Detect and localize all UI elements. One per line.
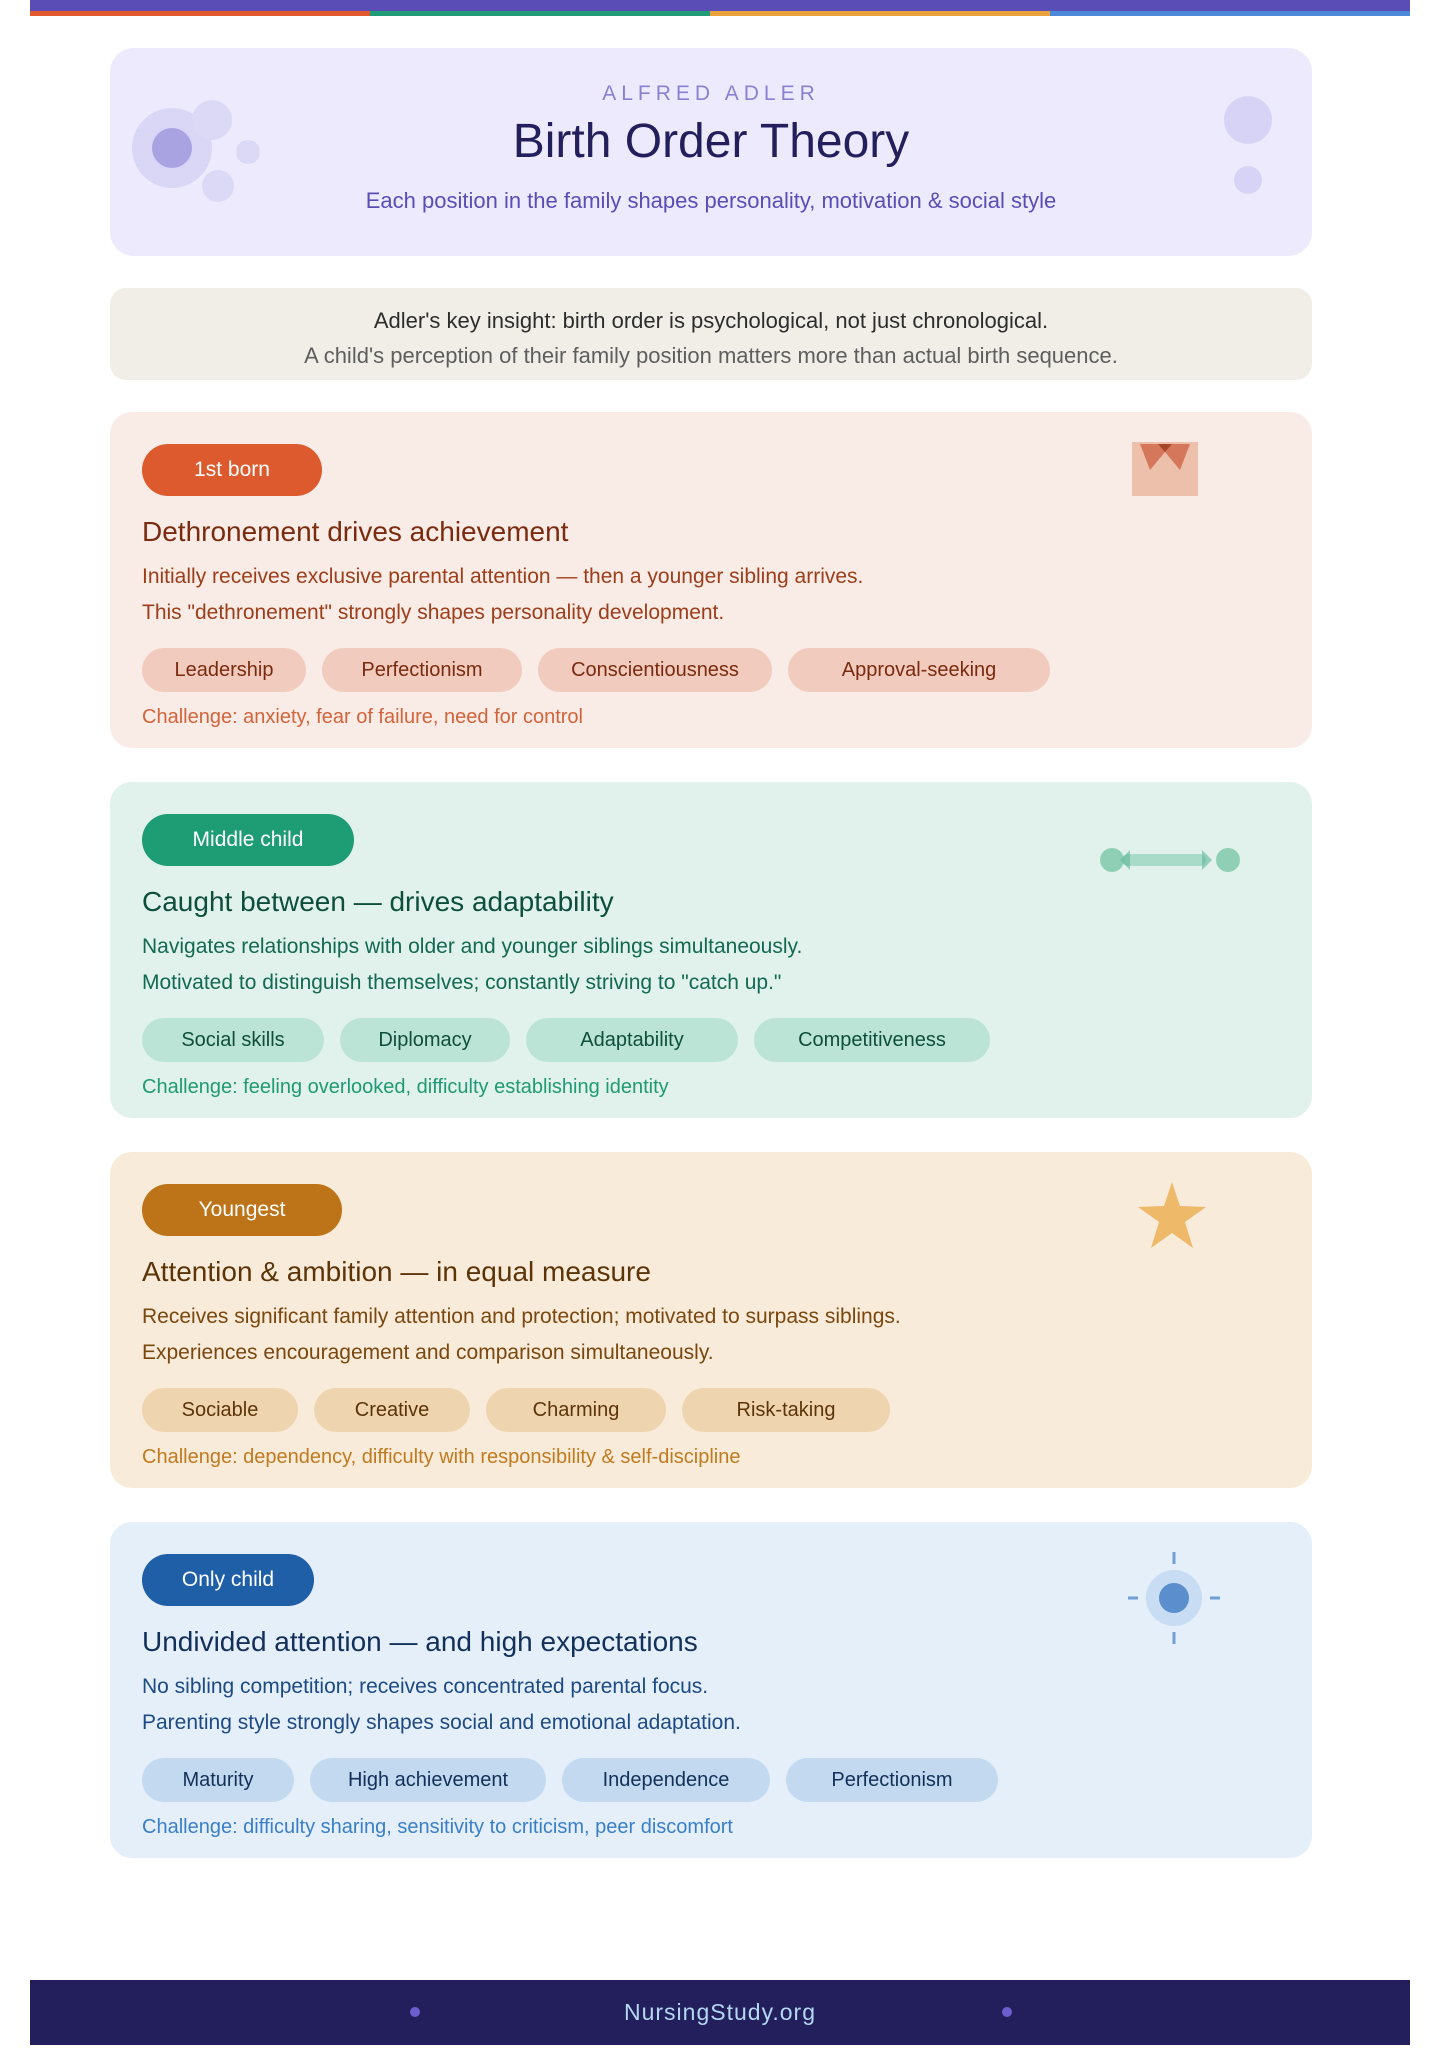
trait-tags	[142, 1388, 890, 1432]
sun-dot-icon	[1126, 1550, 1222, 1646]
page-title: Birth Order Theory	[512, 115, 910, 168]
insight-line-2: A child's perception of their family position matters more than actual birth sequence.	[304, 343, 1118, 368]
card-description-1: No sibling competition; receives concentrated parental focus.	[142, 1675, 709, 1698]
card-description-2: This "dethronement" strongly shapes personality development.	[142, 601, 725, 624]
trait-tag: Diplomacy	[340, 1018, 510, 1062]
trait-tag: Conscientiousness	[538, 648, 772, 692]
insight-line-1: Adler's key insight: birth order is psychological, not just chronological.	[373, 308, 1049, 333]
trait-tags	[142, 1018, 990, 1062]
trait-tag: Charming	[486, 1388, 666, 1432]
card-youngest	[110, 1152, 1312, 1488]
footer-dot-icon	[1002, 2007, 1012, 2017]
trait-tag: Adaptability	[526, 1018, 738, 1062]
card-heading: Dethronement drives achievement	[142, 516, 569, 547]
card-description-1: Navigates relationships with older and younger siblings simultaneously.	[142, 935, 803, 958]
trait-tags	[142, 648, 1050, 692]
card-description-1: Receives significant family attention and protection; motivated to surpass siblings.	[142, 1305, 901, 1328]
card-heading: Caught between — drives adaptability	[142, 886, 614, 917]
trait-tag: Approval-seeking	[788, 648, 1050, 692]
trait-tag: Sociable	[142, 1388, 298, 1432]
challenge-note: Challenge: difficulty sharing, sensitivity to criticism, peer discomfort	[142, 1816, 733, 1838]
trait-tag: High achievement	[310, 1758, 546, 1802]
card-description-2: Experiences encouragement and comparison simultaneously.	[142, 1341, 714, 1364]
position-badge: Only child	[142, 1554, 314, 1606]
challenge-note: Challenge: feeling overlooked, difficulty establishing identity	[142, 1076, 669, 1098]
trait-tag: Leadership	[142, 648, 306, 692]
footer-brand: NursingStudy.org	[624, 1999, 816, 2025]
bridge-arrows-icon	[1100, 844, 1242, 876]
position-badge: 1st born	[142, 444, 322, 496]
card-heading: Attention & ambition — in equal measure	[142, 1256, 651, 1287]
position-badge: Middle child	[142, 814, 354, 866]
stripe-middle	[370, 11, 710, 16]
trait-tags	[142, 1758, 998, 1802]
card-firstborn	[110, 412, 1312, 748]
key-insight-panel	[110, 288, 1312, 380]
stripe-youngest	[710, 11, 1050, 16]
challenge-note: Challenge: anxiety, fear of failure, need for control	[142, 706, 583, 728]
card-description-2: Parenting style strongly shapes social and emotional adaptation.	[142, 1711, 741, 1734]
challenge-note: Challenge: dependency, difficulty with responsibility & self-discipline	[142, 1446, 741, 1468]
page-subtitle: Each position in the family shapes personality, motivation & social style	[365, 188, 1057, 213]
trait-tag: Competitiveness	[754, 1018, 990, 1062]
top-color-bar	[30, 0, 1410, 16]
card-description-2: Motivated to distinguish themselves; constantly striving to "catch up."	[142, 971, 782, 994]
card-description-1: Initially receives exclusive parental attention — then a younger sibling arrives.	[142, 565, 864, 588]
trait-tag: Independence	[562, 1758, 770, 1802]
header-panel	[110, 48, 1312, 256]
trait-tag: Risk-taking	[682, 1388, 890, 1432]
card-middle-child	[110, 782, 1312, 1118]
trait-tag: Perfectionism	[786, 1758, 998, 1802]
stripe-firstborn	[30, 11, 370, 16]
card-only-child	[110, 1522, 1312, 1858]
trait-tag: Perfectionism	[322, 648, 522, 692]
trait-tag: Creative	[314, 1388, 470, 1432]
position-badge: Youngest	[142, 1184, 342, 1236]
trait-tag: Maturity	[142, 1758, 294, 1802]
star-icon	[1138, 1182, 1206, 1248]
trait-tag: Social skills	[142, 1018, 324, 1062]
footer	[30, 1980, 1410, 2045]
author-eyebrow: ALFRED ADLER	[602, 82, 820, 105]
crown-icon	[1132, 442, 1198, 496]
card-heading: Undivided attention — and high expectations	[142, 1626, 698, 1657]
infographic	[30, 0, 1410, 2045]
stripe-only	[1050, 11, 1410, 16]
